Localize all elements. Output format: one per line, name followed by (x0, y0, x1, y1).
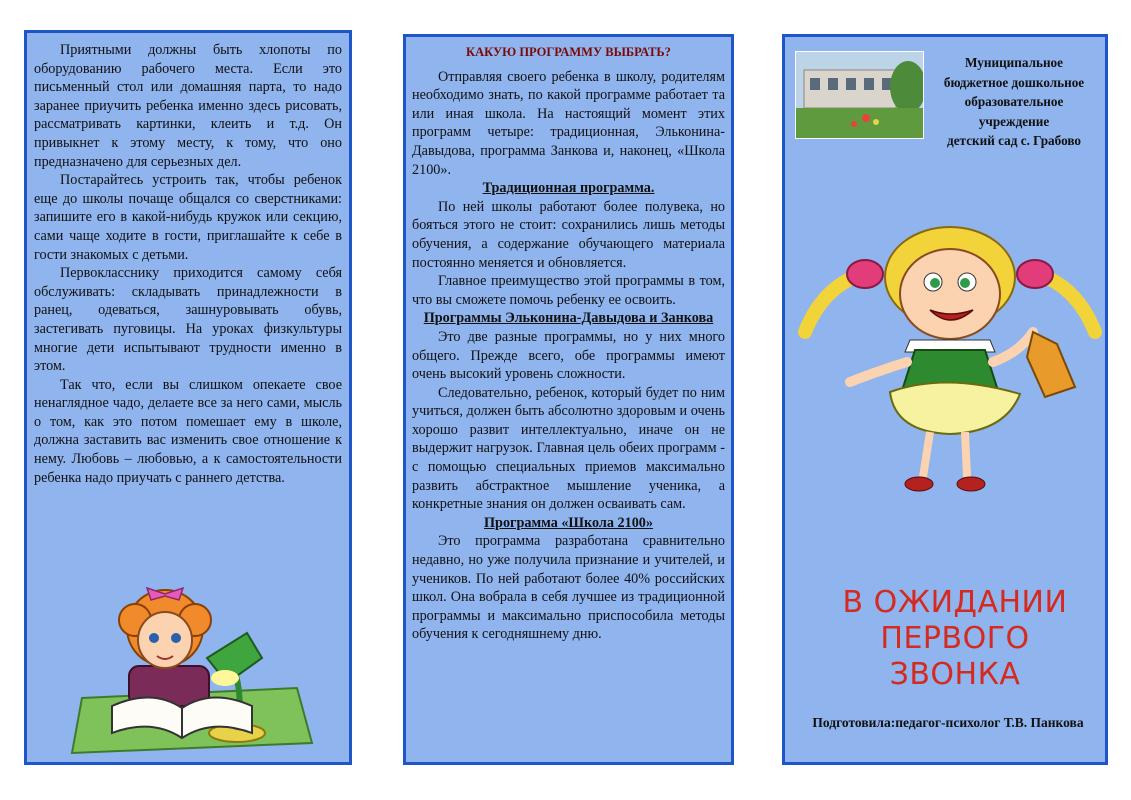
title-line: В ОЖИДАНИИ (842, 585, 1068, 620)
org-line: образовательное (964, 94, 1064, 109)
paragraph: По ней школы работают более полувека, но бояться этого не стоит: сохранились лишь методы обучения, а содержание обучающего материала постоянно меняется и обновляется. (412, 198, 725, 271)
paragraph: Так что, если вы слишком опекаете свое ненаглядное чадо, делаете все за него сами, мысль о том, как это потом помешает ему в школе, должна заставить вас изменить свое отношение к нему. Любовь – любовью, а к самостоятельности ребенка надо приучать с раннего детства. (34, 376, 342, 486)
brochure-title (805, 585, 1105, 693)
title-line: ЗВОНКА (889, 657, 1021, 692)
title-line: ПЕРВОГО (880, 621, 1030, 656)
paragraph: Следовательно, ребенок, который будет по ним учиться, должен быть абсолютно здоровым и очень хорошо развит интеллектуально, иначе он не выдержит нагрузок. Главная цель обеих программ - с помощью специальных приемов максимально развить абстрактное мышление ученика, а конкретные знания он должен осваивать сам. (412, 384, 725, 513)
subheading: Традиционная программа. (482, 180, 655, 197)
paragraph: Главное преимущество этой программы в том, что вы сможете помочь ребенку ее освоить. (412, 273, 725, 308)
paragraph: Это программа разработана сравнительно недавно, но уже получила признание и учителей, и учеников. По ней работают более 40% российских школ. Она вобрала в себя лучшее из традиционной программы и максимально приспособила методы обучения к сегодняшнему дню. (412, 533, 725, 643)
middle-text (412, 43, 725, 644)
paragraph: Отправляя своего ребенка в школу, родителям необходимо знать, по какой программе работает та или иная школа. На настоящий момент этих программ четыре: традиционная, Эльконина-Давыдова, программа Занкова и, наконец, «Школа 2100». (412, 68, 725, 178)
left-panel (24, 30, 352, 765)
paragraph: Первокласснику приходится самому себя обслуживать: складывать принадлежности в ранец, одеваться, зашнуровывать обувь, застегивать пуговицы. На уроках физкультуры многие дети испытывают трудности именно в этом. (34, 265, 342, 375)
child-reading-illustration (57, 548, 332, 758)
author-credit: Подготовила:педагог-психолог Т.В. Панкова (812, 715, 1084, 730)
organization-name (925, 53, 1103, 151)
paragraph: Приятными должны быть хлопоты по оборудованию рабочего места. Если это письменный стол или домашняя парта, то надо заранее приучить ребенка именно здесь рисовать, рассматривать картинки, клеить и т.д. Он привыкнет к этому месту, к тому, что оно предназначено для серьезных дел. (34, 42, 342, 170)
subheading: Программы Эльконина-Давыдова и Занкова (423, 310, 714, 327)
right-panel (782, 34, 1108, 765)
paragraph: Это две разные программы, но у них много общего. Прежде всего, обе программы имеют очень высокий уровень сложности. (412, 328, 725, 383)
paragraph: Постарайтесь устроить так, чтобы ребенок еще до школы почаще общался со сверстниками: запишите его в какой-нибудь кружок или секцию, сами чаще ходите в гости, приглашайте к себе в гости знакомых с детьми. (34, 172, 342, 263)
org-line: детский сад с. Грабово (947, 133, 1081, 148)
section-heading: КАКУЮ ПРОГРАММУ ВЫБРАТЬ? (466, 45, 671, 59)
org-line: Муниципальное (965, 55, 1063, 70)
org-line: бюджетное дошкольное (943, 74, 1085, 90)
kindergarten-photo (795, 51, 924, 139)
middle-panel (403, 34, 734, 765)
left-text (34, 41, 342, 487)
subheading: Программа «Школа 2100» (484, 514, 653, 531)
org-line: учреждение (978, 113, 1050, 129)
girl-with-bell-illustration (795, 222, 1105, 497)
